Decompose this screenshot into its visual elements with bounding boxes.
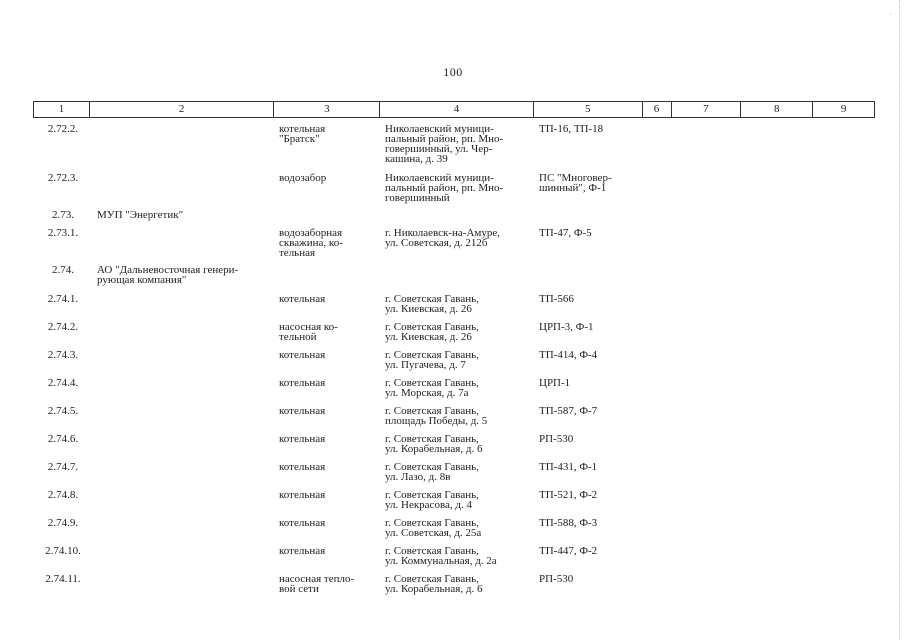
table-row (33, 570, 875, 598)
object-address: Николаевский муници- пальный район, рп. Мно- говершинный, ул. Чер- кашина, д. 39 (385, 123, 504, 165)
object-address: г. Советская Гавань, ул. Морская, д. 7а (385, 377, 479, 399)
row-number: 2.73. (52, 209, 74, 221)
table-row (33, 430, 875, 458)
row-number: 2.74.9. (47, 517, 79, 529)
organization-name (89, 458, 274, 486)
table-header-row (33, 101, 875, 118)
table-row (33, 542, 875, 570)
table-row (33, 120, 875, 169)
power-source (534, 261, 643, 290)
organization-name (89, 318, 274, 346)
organization-name (89, 169, 274, 206)
object-address (380, 206, 534, 224)
object-name: котельная (279, 517, 326, 529)
page-right-edge (898, 0, 900, 640)
power-source (534, 206, 643, 224)
object-name: насосная ко- тельной (279, 321, 338, 343)
object-address: г. Советская Гавань, ул. Пугачева, д. 7 (385, 349, 479, 371)
table-row (33, 346, 875, 374)
column-header-1: 1 (34, 102, 90, 117)
table-row (33, 486, 875, 514)
table-row (33, 206, 875, 224)
power-source: ТП-587, Ф-7 (539, 405, 598, 417)
row-number: 2.74.3. (47, 349, 79, 361)
table-row (33, 374, 875, 402)
object-address (380, 261, 534, 290)
organization-name (89, 346, 274, 374)
object-name (274, 206, 380, 224)
table-row (33, 290, 875, 318)
power-source: ПС "Многовер- шинный", Ф-1 (539, 172, 612, 194)
row-number: 2.74.1. (47, 293, 79, 305)
object-name: насосная тепло- вой сети (279, 573, 355, 595)
column-header-6: 6 (643, 102, 672, 117)
object-address: г. Советская Гавань, ул. Лазо, д. 8в (385, 461, 479, 483)
organization-name: МУП "Энергетик" (97, 209, 184, 221)
object-address: Николаевский муници- пальный район, рп. Мно- говершинный (385, 172, 504, 204)
row-number: 2.74. (52, 264, 74, 276)
power-source: РП-530 (539, 433, 574, 445)
organization-name (89, 290, 274, 318)
object-address: г. Советская Гавань, ул. Киевская, д. 26 (385, 321, 479, 343)
power-source: ЦРП-1 (539, 377, 571, 389)
organization-name (89, 374, 274, 402)
object-address: г. Советская Гавань, площадь Победы, д. 5 (385, 405, 488, 427)
row-number: 2.72.2. (47, 123, 79, 135)
row-number: 2.74.2. (47, 321, 79, 333)
table-row (33, 169, 875, 206)
row-number: 2.74.7. (47, 461, 79, 473)
table-row (33, 458, 875, 486)
object-name: котельная (279, 545, 326, 557)
object-address: г. Советская Гавань, ул. Советская, д. 25а (385, 517, 482, 539)
column-header-9: 9 (840, 103, 847, 115)
object-address: г. Николаевск-на-Амуре, ул. Советская, д. 212б (385, 227, 500, 249)
corner-mark: · (889, 10, 892, 19)
row-number: 2.74.5. (47, 405, 79, 417)
object-name: водозабор (279, 172, 327, 184)
organization-name: АО "Дальневосточная генери- рующая компания" (97, 264, 239, 286)
object-name: котельная (279, 405, 326, 417)
row-number: 2.72.3. (47, 172, 79, 184)
row-number: 2.74.10. (45, 545, 81, 557)
object-name: водозаборная скважина, ко- тельная (279, 227, 343, 259)
organization-name (89, 542, 274, 570)
object-address: г. Советская Гавань, ул. Коммунальная, д. 2а (385, 545, 497, 567)
power-source: ТП-47, Ф-5 (539, 227, 592, 239)
object-name (274, 261, 380, 290)
power-source: ТП-414, Ф-4 (539, 349, 598, 361)
table-body (33, 120, 875, 598)
power-source: ЦРП-3, Ф-1 (539, 321, 594, 333)
object-address: г. Советская Гавань, ул. Корабельная, д. 6 (385, 573, 483, 595)
table-row (33, 514, 875, 542)
organization-name (89, 514, 274, 542)
column-header-3: 3 (274, 102, 380, 117)
power-source: ТП-16, ТП-18 (539, 123, 604, 135)
object-address: г. Советская Гавань, ул. Некрасова, д. 4 (385, 489, 479, 511)
object-name: котельная (279, 349, 326, 361)
page-number: 100 (443, 65, 463, 79)
row-number: 2.74.4. (47, 377, 79, 389)
object-address: г. Советская Гавань, ул. Киевская, д. 26 (385, 293, 479, 315)
power-source: ТП-431, Ф-1 (539, 461, 598, 473)
column-header-2: 2 (90, 102, 275, 117)
power-source: ТП-521, Ф-2 (539, 489, 598, 501)
object-name: котельная (279, 377, 326, 389)
organization-name (89, 224, 274, 261)
table-row (33, 261, 875, 290)
column-header-7: 7 (672, 102, 742, 117)
table-row (33, 318, 875, 346)
organization-name (89, 120, 274, 169)
power-source: ТП-588, Ф-3 (539, 517, 598, 529)
organization-name (89, 430, 274, 458)
table-row (33, 224, 875, 261)
object-name: котельная (279, 489, 326, 501)
power-source: ТП-566 (539, 293, 574, 305)
column-header-8: 8 (741, 102, 813, 117)
row-number: 2.74.6. (47, 433, 79, 445)
organization-name (89, 570, 274, 598)
object-name: котельная "Братск" (279, 123, 326, 145)
organization-name (89, 402, 274, 430)
object-address: г. Советская Гавань, ул. Корабельная, д. 6 (385, 433, 483, 455)
object-name: котельная (279, 293, 326, 305)
column-header-5: 5 (534, 102, 643, 117)
organization-name (89, 486, 274, 514)
row-number: 2.73.1. (47, 227, 79, 239)
power-source: РП-530 (539, 573, 574, 585)
power-source: ТП-447, Ф-2 (539, 545, 598, 557)
column-header-4: 4 (380, 102, 534, 117)
row-number: 2.74.8. (47, 489, 79, 501)
table-row (33, 402, 875, 430)
object-name: котельная (279, 433, 326, 445)
row-number: 2.74.11. (45, 573, 81, 585)
object-name: котельная (279, 461, 326, 473)
